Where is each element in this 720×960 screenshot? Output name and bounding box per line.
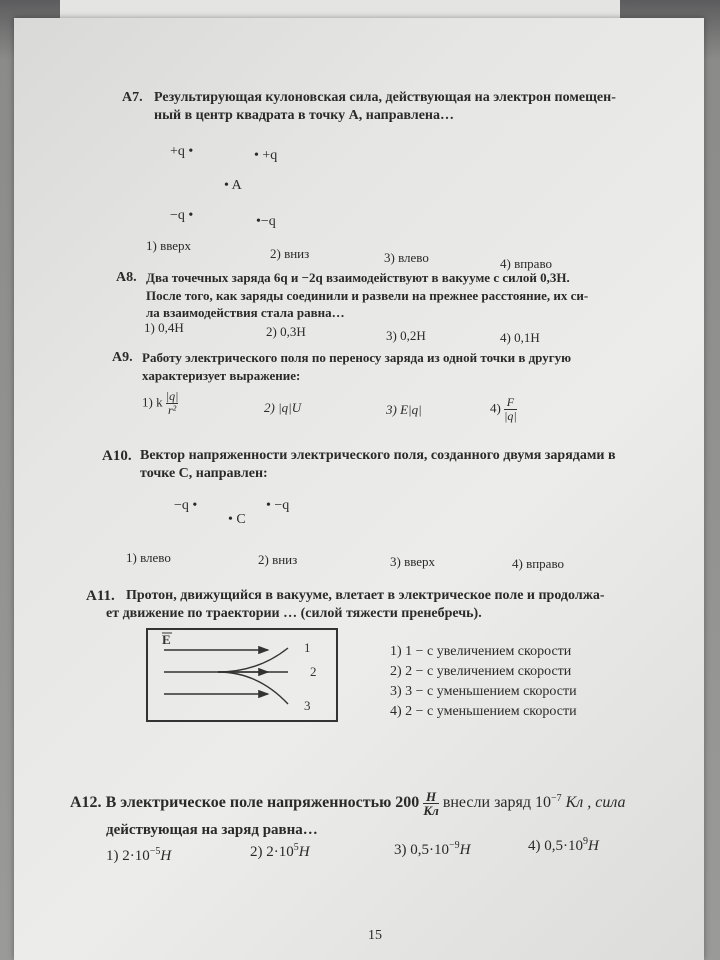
a8-text-line1: Два точечных заряда 6q и −2q взаимодействуют в вакууме с силой 0,3Н.: [146, 270, 570, 285]
a12-text-part1: В электрическое поле напряженностью 200: [105, 794, 420, 812]
a8-option-4: 4) 0,1Н: [500, 330, 540, 345]
a12-option-1-exponent: −5: [149, 846, 161, 857]
a10-charge-left: −q •: [174, 498, 198, 513]
a12-text-line2: действующая на заряд равна…: [106, 822, 318, 838]
a10-option-2: 2) вниз: [258, 552, 298, 567]
a12-unit-denominator: Кл: [423, 803, 439, 818]
a12-option-2-unit: Н: [298, 844, 310, 860]
a8-text-line2: После того, как заряды соединили и развели на прежнее расстояние, их си-: [146, 288, 589, 303]
a11-option-3: 3) 3 − с уменьшением скорости: [390, 684, 577, 699]
a12-option-1-base: 1) 2·10: [106, 848, 150, 864]
a12-exponent: −7: [551, 792, 562, 804]
a12-option-3: [394, 840, 470, 859]
a10-text-line2: точке С, направлен:: [140, 466, 268, 481]
a9-text-line2: характеризует выражение:: [142, 368, 301, 383]
a10-charge-right: • −q: [266, 498, 290, 513]
a9-text-line1: Работу электрического поля по переносу заряда из одной точки в другую: [142, 350, 572, 365]
field-label: E: [162, 632, 171, 647]
a11-option-2: 2) 2 − с увеличением скорости: [390, 664, 572, 679]
a9-option-4-fraction: [504, 396, 517, 423]
a9-option-4-denominator: |q|: [504, 409, 517, 423]
a12-option-2-exponent: 5: [293, 842, 299, 853]
a9-option-1-fraction: [166, 390, 179, 417]
a7-charge-bottom-left: −q •: [170, 208, 194, 223]
a12-option-4: [528, 836, 599, 855]
a8-option-1: 1) 0,4Н: [144, 320, 184, 335]
a11-option-1: 1) 1 − с увеличением скорости: [390, 644, 572, 659]
a11-text-line2: ет движение по траектории … (силой тяжести пренебречь).: [106, 606, 482, 621]
a9-option-2: 2) |q|U: [264, 400, 302, 415]
a12-unit-numerator: Н: [426, 789, 437, 804]
a10-text-line1: Вектор напряженности электрического поля, созданного двумя зарядами в: [140, 448, 616, 463]
a12-unit-fraction: [423, 790, 439, 817]
a12-text-part3: Кл , сила: [565, 794, 626, 812]
trajectory-label-1: 1: [304, 640, 311, 655]
a7-text-line2: ный в центр квадрата в точку А, направлена…: [154, 108, 454, 123]
a7-option-3: 3) влево: [384, 250, 429, 265]
a7-number: A7.: [122, 90, 143, 105]
trajectory-label-2: 2: [310, 664, 317, 679]
a7-option-1: 1) вверх: [146, 238, 192, 253]
a10-number: A10.: [102, 448, 132, 464]
a12-text-part2: внесли заряд 10: [442, 794, 551, 812]
a9-option-4: [490, 396, 517, 423]
a12-number: A12.: [70, 794, 102, 812]
trajectory-diagram: [148, 630, 336, 720]
a9-option-3: 3) E|q|: [386, 402, 422, 417]
a12-option-2-base: 2) 2·10: [250, 844, 294, 860]
a11-field-diagram: [146, 628, 338, 722]
a10-option-1: 1) влево: [126, 550, 171, 565]
a7-point-a: • A: [224, 178, 242, 193]
a12-option-2: [250, 842, 310, 861]
a12-option-3-exponent: −9: [449, 840, 460, 851]
a12-line1: [70, 790, 626, 817]
a12-option-1: [106, 846, 171, 865]
a9-option-1-numerator: |q|: [165, 389, 179, 403]
trajectory-1: [218, 648, 288, 672]
a12-option-4-base: 4) 0,5·10: [528, 838, 583, 854]
a10-option-3: 3) вверх: [390, 554, 436, 569]
a10-option-4: 4) вправо: [512, 556, 564, 571]
a8-option-3: 3) 0,2Н: [386, 328, 426, 343]
page-number: 15: [368, 928, 382, 943]
a9-option-1-prefix: 1) k: [142, 394, 163, 410]
a12-option-4-unit: Н: [588, 838, 599, 854]
a7-option-2: 2) вниз: [270, 246, 310, 261]
a11-option-4: 4) 2 − с уменьшением скорости: [390, 704, 577, 719]
a11-number: A11.: [86, 588, 115, 604]
a7-text-line1: Результирующая кулоновская сила, действующая на электрон помещен-: [154, 90, 616, 105]
a7-option-4: 4) вправо: [500, 256, 552, 271]
a12-option-3-unit: Н: [459, 842, 471, 858]
a12-option-4-exponent: 9: [583, 836, 588, 847]
worksheet-page: [14, 18, 704, 960]
a9-option-1: [142, 390, 178, 417]
a7-charge-bottom-right: •−q: [256, 214, 276, 229]
a9-option-4-numerator: F: [506, 395, 515, 409]
a12-option-1-unit: Н: [160, 848, 172, 864]
a8-option-2: 2) 0,3Н: [266, 324, 306, 339]
a11-text-line1: Протон, движущийся в вакууме, влетает в электрическое поле и продолжа-: [126, 588, 605, 603]
a7-charge-top-right: • +q: [254, 148, 278, 163]
a8-text-line3: ла взаимодействия стала равна…: [146, 305, 345, 320]
trajectory-3: [218, 672, 288, 704]
a9-option-1-denominator: r²: [168, 403, 177, 417]
a10-point-c: • C: [228, 512, 246, 527]
a12-option-3-base: 3) 0,5·10: [394, 842, 449, 858]
a8-number: A8.: [116, 270, 137, 285]
a9-option-4-prefix: 4): [490, 400, 501, 416]
trajectory-label-3: 3: [304, 698, 311, 713]
a9-number: A9.: [112, 350, 133, 365]
a7-charge-top-left: +q •: [170, 144, 194, 159]
